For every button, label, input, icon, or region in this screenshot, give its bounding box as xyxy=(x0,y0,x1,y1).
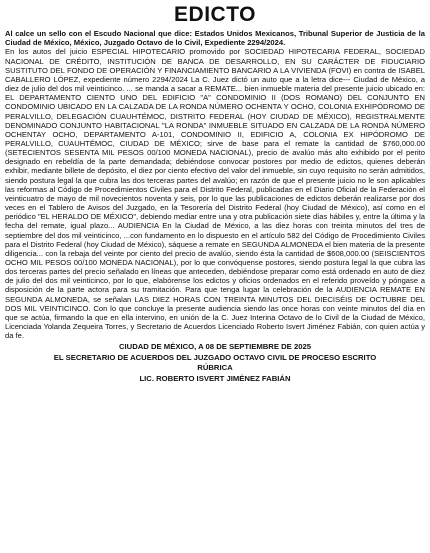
signature-role: EL SECRETARIO DE ACUERDOS DEL JUZGADO OCTAVO CIVIL DE PROCESO ESCRITO xyxy=(53,352,377,362)
signature-name: LIC. ROBERTO ISVERT JIMÉNEZ FABIÁN xyxy=(139,373,291,383)
signature-rubrica: RÚBRICA xyxy=(197,363,233,373)
notice-body: En los autos del juicio ESPECIAL HIPOTECARIO promovido por SOCIEDAD HIPOTECARIA FEDERAL, SOCIEDAD NACIONAL DE CRÉDITO, INSTITUCIÓN DE BANCA DE DESARROLLO, EN SU CARÁCTER DE FIDUCIARIO SUSTITUTO DEL FONDO DE OPERACIÓN Y FINANCIAMIENTO BANCARIO A LA VIVIENDA (FOVI) en contra de ISABEL CABALLERO LÓPEZ, expediente número 2294/2024 La C. Juez dictó un auto que a la letra dice--- Ciudad de México, a diez de julio del dos mil veinticinco. ... se manda a sacar a REMATE... bien inmueble materia del presente juicio ubicado en: EL DEPARTAMENTO CIENTO UNO DEL EDIFICIO "A" CONDOMINIO II (DOS ROMANO) DEL CONJUNTO EN CONDOMINIO UBICADO EN LA CALZADA DE LA RONDA NÚMERO OCHENTA Y OCHO, COLONIA EXHIPÓDROMO DE PERALVILLO, DELEGACIÓN CUAUHTÉMOC, DISTRITO FEDERAL (HOY CIUDAD DE MÉXICO), REGISTRALMENTE DENOMINADO CONJUNTO HABITACIONAL "LA RONDA" INMUEBLE SITUADO EN CALZADA DE LA RONDA NÚMERO OCHENTAY OCHO, DEPARTAMENTO A-101, CONDOMINIO II, EDIFICIO A, COLONIA EX HIPÓDROMO DE PERALVILLO, CUAUHTÉMOC, CIUDAD DE MÉXICO; sirve de base para el remate la cantidad de $760,000.00 (SETECIENTOS SESENTA MIL PESOS 00/100 MONEDA NACIONAL), precio de avalúo más alto exhibido por el perito designado en rebeldía de la parte demandada; debiéndose convocar postores por medio de edictos, quienes deberán exhibir, mediante billete de depósito, el diez por ciento efectivo del valor del inmueble, sin cuyo requisito no serán admitidos, siendo postura legal la que cubra las dos terceras partes del avalúo; en razón de que el presente juicio no le son aplicables las reformas al Código de Procedimientos Civiles para el Distrito Federal, publicadas en el Diario Oficial de la Federación el veinticuatro de mayo de mil novecientos noventa y seis, por lo que las publicaciones de edictos deberán realizarse por dos veces en el Tablero de Avisos del Juzgado, en la Tesorería del Distrito Federal (hoy Ciudad de México), así como en el periódico "EL HERALDO DE MÉXICO", debiendo mediar entre una y otra publicación siete días hábiles y, entre la última y la fecha del remate, igual plazo... AUDIENCIA En la Ciudad de México, a las diez horas con treinta minutos del tres de septiembre del dos mil veinticinco, ...con fundamento en lo dispuesto en el artículo 582 del Código de Procedimiento Civiles para el Distrito Federal (hoy Ciudad de México), sáquese a remate en SEGUNDA ALMONEDA el bien materia de la presente diligencia... con la rebaja del veinte por ciento del precio de avalúo, siendo ésta la cantidad de $608,000.00 (SEISCIENTOS OCHO MIL PESOS 00/100 MONEDA NACIONAL), por lo que convóquense postores, siendo postura legal la que cubra las dos terceras partes del precio señalado en líneas que anteceden, debiéndose preparar como está ordenado en auto de diez de julio del dos mil veinticinco, por lo que, elabórense los edictos y oficios ordenados en el referido proveído y póngase a disposición de la parte actora para su tramitación. Para que tenga lugar la celebración de la AUDIENCIA REMATE EN SEGUNDA ALMONEDA, se señalan LAS DIEZ HORAS CON TREINTA MINUTOS DEL DIECISÉIS DE OCTUBRE DEL DOS MIL VEINTICINCO. Con lo que concluye la presente audiencia siendo las once horas con veinte minutos del día en que se actúa, firmando la que en ella intervino, en unión de la C. Juez Interina Octavo de lo Civil de la Ciudad de México, Licenciada Yolanda Zequeira Torres, y Secretario de Acuerdos Licenciado Roberto Isvert Jiménez Fabián, con quien actúa y da fe. xyxy=(5,47,425,341)
court-seal-statement: Al calce un sello con el Escudo Nacional que dice: Estados Unidos Mexicanos, Tribunal Superior de Justicia de la Ciudad de México, México, Juzgado Octavo de lo Civil, Expediente 2294/2024. xyxy=(5,29,425,48)
notice-title: EDICTO xyxy=(174,3,256,26)
signature-place-date: CIUDAD DE MÉXICO, A 08 DE SEPTIEMBRE DE 2025 xyxy=(118,342,312,352)
